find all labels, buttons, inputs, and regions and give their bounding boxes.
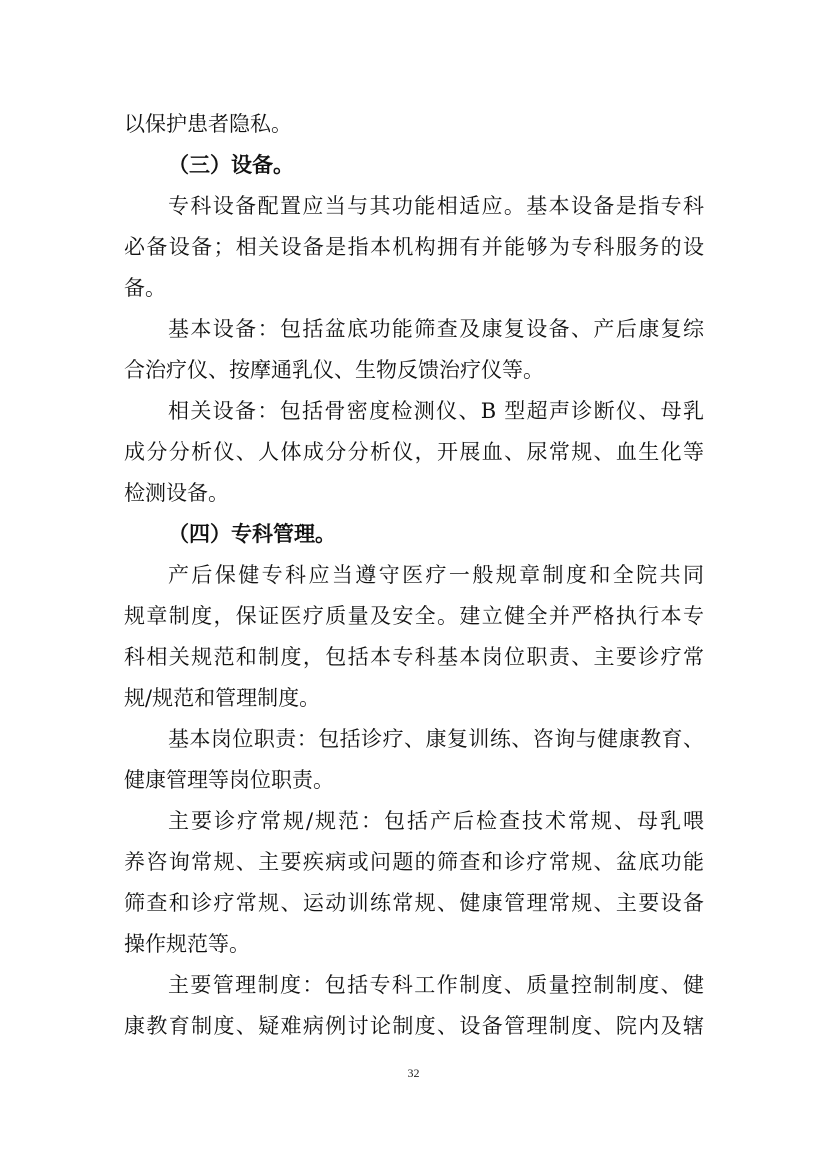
paragraph-line: 专科设备配置应当与其功能相适应。基本设备是指专科 bbox=[168, 194, 704, 218]
section-heading-equipment: （三）设备。 bbox=[168, 153, 294, 177]
paragraph-line: 产后保健专科应当遵守医疗一般规章制度和全院共同 bbox=[168, 563, 704, 587]
paragraph-line: 基本岗位职责：包括诊疗、康复训练、咨询与健康教育、 bbox=[168, 727, 704, 751]
paragraph-line: 康教育制度、疑难病例讨论制度、设备管理制度、院内及辖 bbox=[124, 1014, 704, 1038]
paragraph-line: 规/规范和管理制度。 bbox=[124, 686, 321, 710]
body-text bbox=[124, 104, 704, 1047]
paragraph-line: 必备设备；相关设备是指本机构拥有并能够为专科服务的设 bbox=[124, 235, 704, 259]
paragraph-line: 主要管理制度：包括专科工作制度、质量控制制度、健 bbox=[168, 973, 704, 997]
paragraph-line: 备。 bbox=[124, 276, 166, 300]
paragraph-line: 养咨询常规、主要疾病或问题的筛查和诊疗常规、盆底功能 bbox=[124, 850, 704, 874]
page-number: 32 bbox=[407, 1066, 420, 1080]
paragraph-line: 健康管理等岗位职责。 bbox=[124, 768, 334, 792]
paragraph-line: 合治疗仪、按摩通乳仪、生物反馈治疗仪等。 bbox=[124, 358, 544, 382]
paragraph-line: 筛查和诊疗常规、运动训练常规、健康管理常规、主要设备 bbox=[124, 891, 704, 915]
paragraph-line: 操作规范等。 bbox=[124, 932, 250, 956]
section-heading-management: （四）专科管理。 bbox=[168, 522, 336, 546]
paragraph-line: 以保护患者隐私。 bbox=[124, 112, 292, 136]
paragraph-line: 基本设备：包括盆底功能筛查及康复设备、产后康复综 bbox=[168, 317, 704, 341]
paragraph-line: 检测设备。 bbox=[124, 481, 229, 505]
paragraph-line: 科相关规范和制度，包括本专科基本岗位职责、主要诊疗常 bbox=[124, 645, 704, 669]
paragraph-line: 规章制度，保证医疗质量及安全。建立健全并严格执行本专 bbox=[124, 604, 704, 628]
paragraph-line: 成分分析仪、人体成分分析仪，开展血、尿常规、血生化等 bbox=[124, 440, 704, 464]
paragraph-line: 主要诊疗常规/规范：包括产后检查技术常规、母乳喂 bbox=[168, 809, 704, 833]
paragraph-line: 相关设备：包括骨密度检测仪、B 型超声诊断仪、母乳 bbox=[168, 399, 704, 423]
